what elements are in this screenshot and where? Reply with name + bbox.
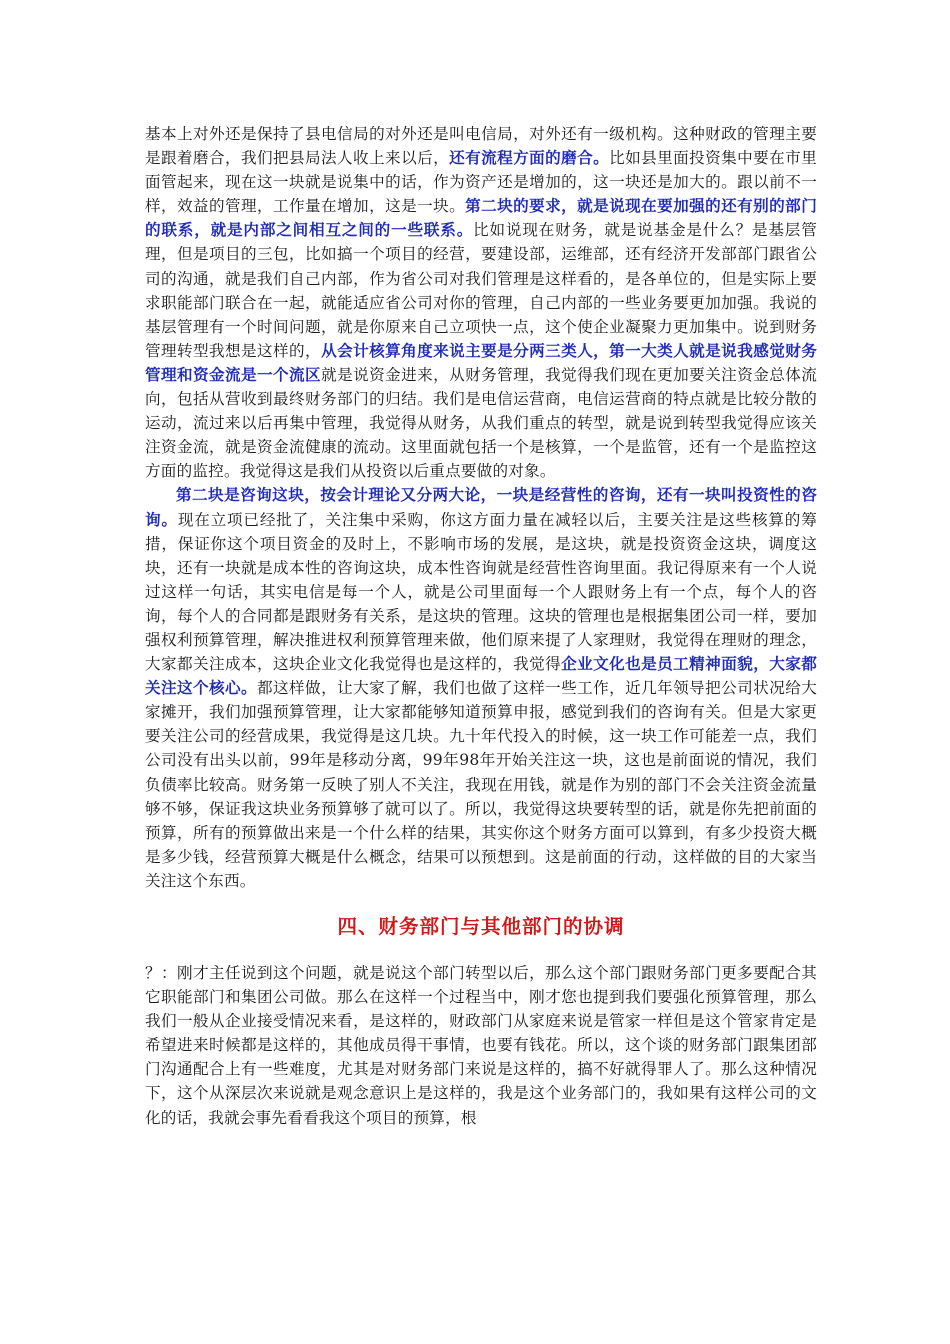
- paragraph-3-text-1: ？：刚才主任说到这个问题，就是说这个部门转型以后，那么这个部门跟财务部门更多要配合其它职能部门和集团公司做。那么在这样一个过程当中，刚才您也提到我们要强化预算管理，那么我们一般从企业接受情况来看，是这样的，财政部门从家庭来说是管家一样但是这个管家肯定是希望进来时候都是这样的，其他成员得干事情，也要有钱花。所以，这个谈的财务部门跟集团部门沟通配合上有一些难度，尤其是对财务部门来说是这样的，搞不好就得罪人了。那么这种情况下，这个从深层次来说就是观念意识上是这样的，我是这个业务部门的，我如果有这样公司的文化的话，我就会事先看看我这个项目的预算，根: [145, 964, 817, 1127]
- paragraph-1-text-3: 比如说现在财务，就是说基金是什么？是基层管理，但是项目的三包，比如搞一个项目的经营，要建设部，运维部，还有经济开发部部门跟省公司的沟通，就是我们自己内部，作为省公司对我们管理是这样看的，是各单位的，但是实际上要求职能部门联合在一起，就能适应省公司对你的管理，自己内部的一些业务要更加加强。我说的基层管理有一个时间问题，就是你原来自己立项快一点，这个使企业凝聚力更加集中。说到财务管理转型我想是这样的，: [145, 221, 817, 360]
- body-paragraph-2: [145, 483, 817, 893]
- paragraph-2-text-2: 都这样做，让大家了解，我们也做了这样一些工作，近几年领导把公司状况给大家摊开，我们加强预算管理，让大家都能够知道预算申报，感觉到我们的咨询有关。但是大家更要关注公司的经营成果，我觉得是这几块。九十年代投入的时候，这一块工作可能差一点，我们公司没有出头以前，99年是移动分离，99年98年开始关注这一块，这也是前面说的情况，我们负债率比较高。财务第一反映了别人不关注，我现在用钱，就是作为别的部门不会关注资金流量够不够，保证我这块业务预算够了就可以了。所以，我觉得这块要转型的话，就是你先把前面的预算，所有的预算做出来是一个什么样的结果，其实你这个财务方面可以算到，有多少投资大概是多少钱，经营预算大概是什么概念，结果可以预想到。这是前面的行动，这样做的目的大家当关注这个东西。: [145, 679, 817, 890]
- paragraph-2-text-1: 现在立项已经批了，关注集中采购，你这方面力量在减轻以后，主要关注是这些核算的筹措，保证你这个项目资金的及时上，不影响市场的发展，是这块，就是投资资金这块，调度这块，还有一块就是成本性的咨询这块，成本性咨询就是经营性咨询里面。我记得原来有一个人说过这样一句话，其实电信是每一个人，就是公司里面每一个人跟财务上有一个点，每个人的咨询，每个人的合同都是跟财务有关系，是这块的管理。这块的管理也是根据集团公司一样，要加强权利预算管理，解决推进权利预算管理来做，他们原来提了人家理财，我觉得在理财的理念，大家都关注成本，这块企业文化我觉得也是这样的，我觉得: [145, 510, 817, 674]
- paragraph-2-highlight-2: 企业文化也是员工精神面貌，大家都关注这个核心。: [145, 654, 818, 698]
- paragraph-1-highlight-2: 第二块的要求，就是说现在要加强的还有别的部门的联系，就是内部之间相互之间的一些联系。: [145, 196, 817, 240]
- paragraph-1-highlight-1: 还有流程方面的磨合。: [449, 148, 610, 168]
- paragraph-1-text-4: 就是说资金进来，从财务管理，我觉得我们现在更加要关注资金总体流向，包括从营收到最终财务部门的归结。我们是电信运营商，电信运营商的特点就是比较分散的运动，流过来以后再集中管理，我觉得从财务，从我们重点的转型，就是说到转型我觉得应该关注资金流，就是资金流健康的流动。这里面就包括一个是核算，一个是监管，还有一个是监控这方面的监控。我觉得这是我们从投资以后重点要做的对象。: [145, 365, 818, 481]
- paragraph-1-highlight-3: 从会计核算角度来说主要是分两三类人，第一大类人就是说我感觉财务管理和资金流是一个流区: [145, 340, 818, 384]
- document-page: [145, 122, 817, 1130]
- body-paragraph-3: [145, 961, 817, 1130]
- body-paragraph-1: [145, 122, 817, 483]
- section-heading: 四、财务部门与其他部门的协调: [337, 915, 625, 938]
- paragraph-1-text-1: 基本上对外还是保持了县电信局的对外还是叫电信局，对外还有一级机构。这种财政的管理主要是跟着磨合，我们把县局法人收上来以后，: [145, 125, 817, 168]
- paragraph-1-text-2: 比如县里面投资集中要在市里面管起来，现在这一块就是说集中的话，作为资产还是增加的，这一块还是加大的。跟以前不一样，效益的管理，工作量在增加，这是一块。: [145, 149, 817, 216]
- paragraph-2-highlight-1: 第二块是咨询这块，按会计理论又分两大论，一块是经营性的咨询，还有一块叫投资性的咨询。: [145, 485, 817, 529]
